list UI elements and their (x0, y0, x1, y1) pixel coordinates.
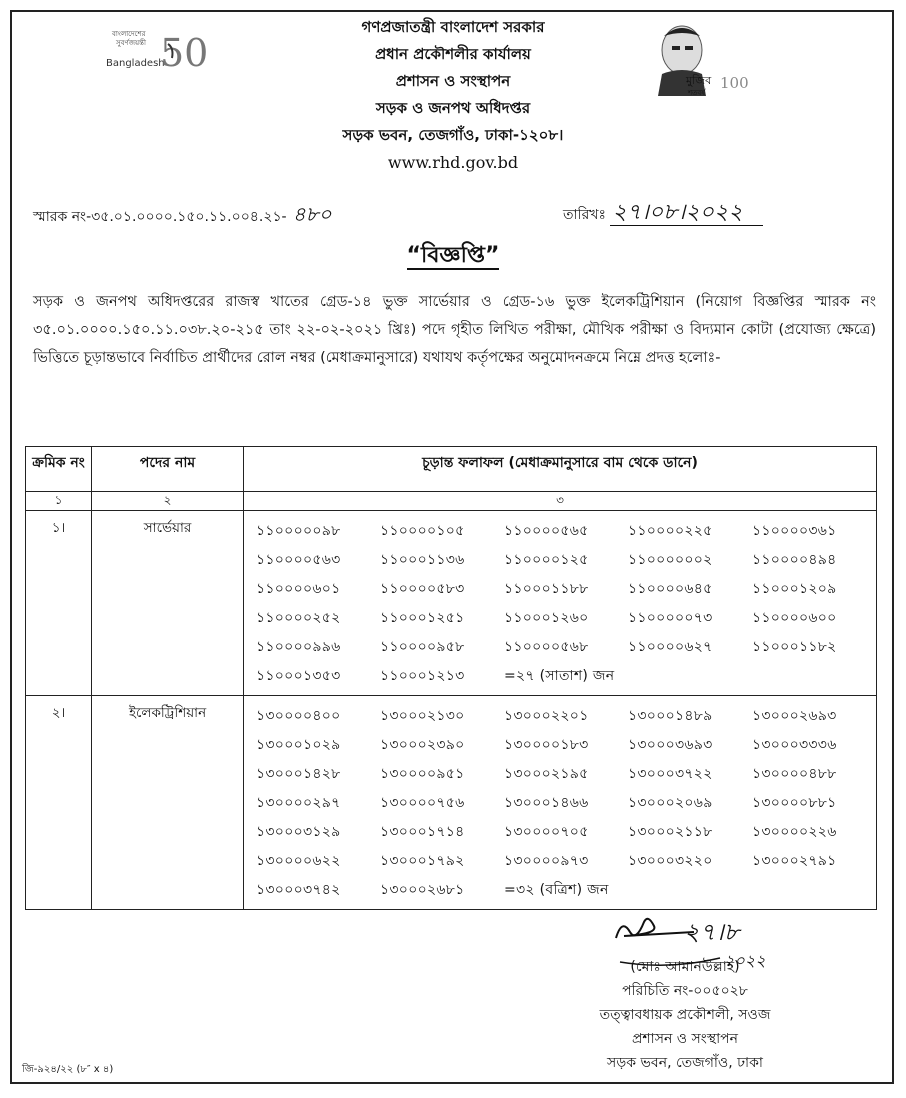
table-header-row (26, 447, 877, 492)
roll-number: ১১০০০০৬০০ (752, 610, 837, 626)
table-row (26, 696, 877, 910)
roll-number: ১৩০০০২৭৯১ (752, 853, 837, 869)
total-count: =৩২ (বত্রিশ) জন (504, 882, 609, 898)
signature-year: ২০২২ (724, 951, 766, 970)
roll-number: ১৩০০০০৬২২ (256, 853, 341, 869)
roll-grid (244, 511, 876, 695)
roll-number: ১১০০০০৪৯৪ (752, 552, 837, 568)
total-count: =২৭ (সাতাশ) জন (504, 668, 615, 684)
col-header-post: পদের নাম (92, 447, 244, 492)
roll-number: ১৩০০০৩৭৪২ (256, 882, 341, 898)
roll-number: ১১০০০১২৬০ (504, 610, 589, 626)
header-address: সড়ক ভবন, তেজগাঁও, ঢাকা-১২০৮। (342, 126, 564, 144)
signature-date: ২৭।৮ (684, 918, 740, 946)
signatory-office: প্রশাসন ও সংস্থাপন (631, 1031, 739, 1047)
roll-number: ১৩০০০০২৯৭ (256, 795, 341, 811)
date-handwritten: ২৭।০৮।২০২২ (610, 200, 762, 226)
roll-number: ১১০০০০৯৯৬ (256, 639, 341, 655)
memo-prefix: স্মারক নং-৩৫.০১.০০০০.১৫০.১১.০০৪.২১- (33, 209, 287, 225)
print-code: জি-৯২৪/২২ (৮″ x ৪) (22, 1064, 114, 1075)
notice-title: “বিজ্ঞপ্তি” (406, 243, 500, 268)
header-agency: সড়ক ও জনপথ অধিদপ্তর (375, 99, 531, 117)
roll-number: ১১০০০০৬০১ (256, 581, 341, 597)
memo-number (33, 200, 332, 233)
roll-number: ১৩০০০০১৮৩ (504, 737, 589, 753)
roll-number: ১১০০০০৯৫৮ (380, 639, 465, 655)
roll-number: ১৩০০০২৬৯৩ (752, 708, 837, 724)
header-office: প্রধান প্রকৌশলীর কার্যালয় (375, 45, 531, 63)
rolls-cell (244, 696, 877, 910)
roll-number: ১১০০০০১০৫ (380, 523, 465, 539)
post-cell: ইলেকট্রিশিয়ান (92, 696, 244, 910)
col-header-result: চূড়ান্ত ফলাফল (মেধাক্রমানুসারে বাম থেকে ডানে) (244, 447, 877, 492)
roll-number: ১৩০০০১৪২৮ (256, 766, 341, 782)
roll-number: ১১০০০১২০৯ (752, 581, 837, 597)
index-cell: ২ (92, 492, 244, 511)
table-row (26, 511, 877, 696)
roll-number: ১৩০০০০৪৮৮ (752, 766, 837, 782)
rolls-cell (244, 511, 877, 696)
logo-left-mid: সুবর্ণজয়ন্তী (116, 39, 146, 47)
roll-number: ১১০০০০২৫২ (256, 610, 341, 626)
roll-number: ১১০০০০৫৬৮ (504, 639, 589, 655)
logo-left-top: বাংলাদেশের (112, 30, 146, 38)
roll-number: ১৩০০০০৪০০ (256, 708, 341, 724)
roll-number: ১১০০০০৫৮৩ (380, 581, 465, 597)
issue-date (563, 195, 763, 232)
roll-number: ১১০০০০০৭৩ (628, 610, 713, 626)
roll-number: ১১০০০০৬২৭ (628, 639, 713, 655)
roll-grid (244, 696, 876, 909)
roll-number: ১৩০০০৩৩৩৬ (752, 737, 837, 753)
roll-number: ১১০০০১১৮৮ (504, 581, 589, 597)
logo-right-text: মুজিব (686, 74, 712, 87)
roll-number: ১৩০০০০৯৭৩ (504, 853, 589, 869)
roll-number: ১৩০০০১০২৯ (256, 737, 341, 753)
table-index-row (26, 492, 877, 511)
roll-number: ১১০০০১২৫১ (380, 610, 465, 626)
roll-number: ১৩০০০৩২২০ (628, 853, 713, 869)
memo-handwritten: ৪৮০ (292, 202, 332, 226)
roll-number: ১৩০০০৩৬৯৩ (628, 737, 713, 753)
serial-cell: ১। (26, 511, 92, 696)
signatory-designation: তত্ত্বাবধায়ক প্রকৌশলী, সওজ (599, 1007, 771, 1023)
header-govt: গণপ্রজাতন্ত্রী বাংলাদেশ সরকার (361, 18, 545, 36)
letterhead (0, 14, 906, 176)
roll-number: ১৩০০০২০৬৯ (628, 795, 713, 811)
roll-number: ১১০০০০৩৬১ (752, 523, 837, 539)
roll-number: ১৩০০০২১৩০ (380, 708, 465, 724)
index-cell: ৩ (244, 492, 877, 511)
logo-right-number: 100 (720, 74, 749, 92)
roll-number: ১৩০০০০৮৮১ (752, 795, 837, 811)
roll-number: ১১০০০১২১৩ (380, 668, 465, 684)
roll-number: ১৩০০০১৭৯২ (380, 853, 465, 869)
roll-number: ১৩০০০১৭১৪ (380, 824, 465, 840)
header-website[interactable]: www.rhd.gov.bd (387, 153, 519, 172)
roll-number: ১৩০০০০৯৫১ (380, 766, 465, 782)
roll-number: ১১০০০০০০২ (628, 552, 713, 568)
roll-number: ১১০০০০১২৫ (504, 552, 589, 568)
signatory-address: সড়ক ভবন, তেজগাঁও, ঢাকা (607, 1055, 763, 1071)
roll-number: ১১০০০১৩৫৩ (256, 668, 341, 684)
roll-number: ১৩০০০২৩৯০ (380, 737, 465, 753)
serial-cell: ২। (26, 696, 92, 910)
signatory-block (540, 955, 830, 1075)
post-cell: সার্ভেয়ার (92, 511, 244, 696)
logo-right-sub: শতবর্ষ (688, 89, 706, 97)
roll-number: ১১০০০০৬৪৫ (628, 581, 713, 597)
roll-number: ১৩০০০২১৯৫ (504, 766, 589, 782)
roll-number: ১১০০০০৫৬৫ (504, 523, 589, 539)
roll-number: ১১০০০০৫৬৩ (256, 552, 341, 568)
header-dept: প্রশাসন ও সংস্থাপন (395, 72, 511, 90)
logo-left-number: 50 (160, 31, 209, 75)
roll-number: ১৩০০০২৬৮১ (380, 882, 465, 898)
roll-number: ১১০০০১১৩৬ (380, 552, 465, 568)
col-header-serial: ক্রমিক নং (26, 447, 92, 492)
signatory-name: (মোঃ আমানউল্লাহ) (630, 959, 740, 975)
roll-number: ১৩০০০৩১২৯ (256, 824, 341, 840)
results-table (25, 446, 877, 910)
roll-number: ১৩০০০২১১৮ (628, 824, 713, 840)
roll-number: ১১০০০০০৯৮ (256, 523, 341, 539)
index-cell: ১ (26, 492, 92, 511)
roll-number: ১১০০০০২২৫ (628, 523, 713, 539)
roll-number: ১৩০০০২২০১ (504, 708, 589, 724)
logo-left-main: Bangladesh (106, 58, 165, 69)
roll-number: ১৩০০০৩৭২২ (628, 766, 713, 782)
roll-number: ১৩০০০০৭০৫ (504, 824, 589, 840)
roll-number: ১১০০০১১৮২ (752, 639, 837, 655)
signatory-id: পরিচিতি নং-০০৫০২৮ (622, 983, 748, 999)
roll-number: ১৩০০০১৪৮৯ (628, 708, 713, 724)
date-label: তারিখঃ (563, 207, 606, 223)
roll-number: ১৩০০০০২২৬ (752, 824, 837, 840)
notice-body: সড়ক ও জনপথ অধিদপ্তরের রাজস্ব খাতের গ্রেড-১৪ ভুক্ত সার্ভেয়ার ও গ্রেড-১৬ ভুক্ত ইলেকট্রিশিয়ান (নিয়োগ বিজ্ঞপ্তির স্মারক নং ৩৫.০১.০০০০.১৫০.১১.০৩৮.২০-২১৫ তাং ২২-০২-২০২১ খ্রিঃ) পদে গৃহীত লিখিত পরীক্ষা, মৌখিক পরীক্ষা ও বিদ্যমান কোটা (প্রযোজ্য ক্ষেত্রে) ভিত্তিতে চূড়ান্তভাবে নির্বাচিত প্রার্থীদের রোল নম্বর (মেধাক্রমানুসারে) যথাযথ কর্তৃপক্ষের অনুমোদনক্রমে নিম্নে প্রদত্ত হলোঃ- (33, 294, 876, 366)
roll-number: ১৩০০০১৪৬৬ (504, 795, 589, 811)
roll-number: ১৩০০০০৭৫৬ (380, 795, 465, 811)
